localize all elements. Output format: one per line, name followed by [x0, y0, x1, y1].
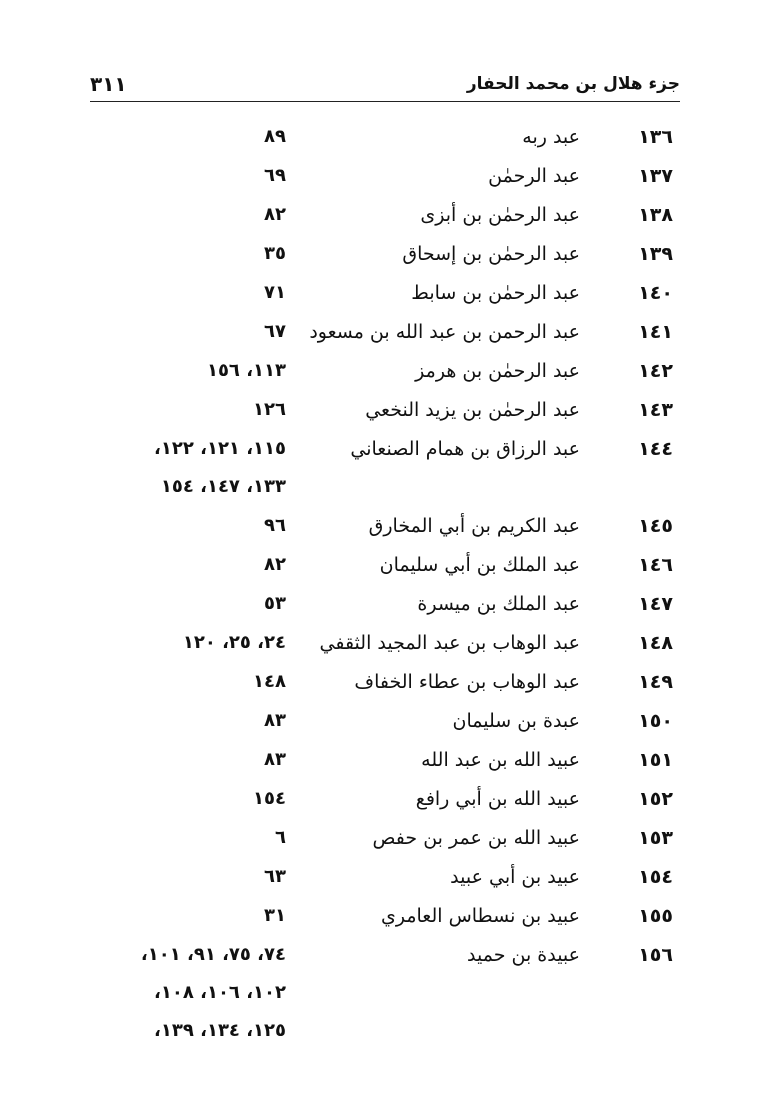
- entry-number: ١٥٠: [638, 710, 673, 732]
- index-entry: [0, 624, 765, 663]
- entry-name: عبد ربه: [522, 126, 580, 148]
- index-entry: [0, 585, 765, 624]
- entry-number: ١٤٦: [638, 554, 673, 576]
- reference-line: ٦٧: [264, 321, 286, 342]
- entry-number: ١٥١: [638, 749, 673, 771]
- entry-references: [100, 702, 286, 740]
- index-list: [0, 118, 765, 1051]
- entry-number: ١٣٧: [638, 165, 673, 187]
- index-entry: [0, 391, 765, 430]
- entry-name: عبيد الله بن عبد الله: [421, 749, 580, 771]
- entry-references: [100, 858, 286, 896]
- reference-line: ٨٩: [264, 126, 286, 147]
- running-header: [90, 70, 680, 100]
- entry-name: عبيد الله بن عمر بن حفص: [372, 827, 580, 849]
- entry-number: ١٤١: [638, 321, 673, 343]
- reference-line: ١٥٤: [253, 788, 286, 809]
- index-entry: [0, 936, 765, 1051]
- entry-references: [100, 624, 286, 662]
- entry-name: عبد الملك بن ميسرة: [417, 593, 580, 615]
- index-entry: [0, 235, 765, 274]
- entry-references: [100, 819, 286, 857]
- entry-references: [100, 430, 286, 506]
- entry-name: عبد الرحمٰن: [488, 165, 580, 187]
- reference-line: ٨٢: [264, 554, 286, 575]
- entry-name: عبد الرحمٰن بن يزيد النخعي: [365, 399, 580, 421]
- entry-number: ١٤٩: [638, 671, 673, 693]
- entry-name: عبد الوهاب بن عبد المجيد الثقفي: [319, 632, 580, 654]
- entry-name: عبيد بن أبي عبيد: [450, 866, 580, 888]
- reference-line: ٦: [275, 827, 286, 848]
- entry-number: ١٥٤: [638, 866, 673, 888]
- entry-references: [100, 780, 286, 818]
- entry-name: عبد الرحمٰن بن هرمز: [415, 360, 580, 382]
- entry-references: [100, 235, 286, 273]
- index-entry: [0, 118, 765, 157]
- entry-references: [100, 897, 286, 935]
- entry-number: ١٤٧: [638, 593, 673, 615]
- index-entry: [0, 196, 765, 235]
- entry-number: ١٣٦: [638, 126, 673, 148]
- reference-line: ٣١: [264, 905, 286, 926]
- reference-line: ٥٣: [264, 593, 286, 614]
- entry-references: [100, 936, 286, 1050]
- entry-number: ١٥٥: [638, 905, 673, 927]
- entry-number: ١٥٢: [638, 788, 673, 810]
- entry-name: عبد الرحمٰن بن أبزى: [420, 204, 580, 226]
- entry-number: ١٤٨: [638, 632, 673, 654]
- entry-number: ١٥٦: [638, 944, 673, 966]
- entry-references: [100, 391, 286, 429]
- reference-line: ٣٥: [264, 243, 286, 264]
- entry-references: [100, 118, 286, 156]
- entry-references: [100, 546, 286, 584]
- reference-line: ١٣٣، ١٤٧، ١٥٤: [160, 476, 286, 497]
- index-entry: [0, 702, 765, 741]
- entry-name: عبد الكريم بن أبي المخارق: [368, 515, 580, 537]
- index-entry: [0, 897, 765, 936]
- entry-references: [100, 352, 286, 390]
- entry-number: ١٤٥: [638, 515, 673, 537]
- entry-name: عبدة بن سليمان: [452, 710, 580, 732]
- index-entry: [0, 858, 765, 897]
- entry-number: ١٥٣: [638, 827, 673, 849]
- entry-name: عبيد بن نسطاس العامري: [380, 905, 580, 927]
- entry-number: ١٤٠: [638, 282, 673, 304]
- entry-name: عبد الرحمن بن عبد الله بن مسعود: [309, 321, 580, 343]
- entry-name: عبد الرحمٰن بن إسحاق: [402, 243, 580, 265]
- entry-name: عبيد الله بن أبي رافع: [415, 788, 580, 810]
- entry-number: ١٣٩: [638, 243, 673, 265]
- reference-line: ٧١: [264, 282, 286, 303]
- header-divider: [90, 101, 680, 102]
- entry-references: [100, 663, 286, 701]
- entry-number: ١٤٤: [638, 438, 673, 460]
- index-entry: [0, 274, 765, 313]
- index-entry: [0, 663, 765, 702]
- reference-line: ١٤٨: [253, 671, 286, 692]
- index-entry: [0, 741, 765, 780]
- index-entry: [0, 313, 765, 352]
- entry-references: [100, 313, 286, 351]
- reference-line: ٨٢: [264, 204, 286, 225]
- reference-line: ١٢٦: [253, 399, 286, 420]
- entry-name: عبد الرزاق بن همام الصنعاني: [350, 438, 580, 460]
- reference-line: ١٠٢، ١٠٦، ١٠٨،: [154, 982, 286, 1003]
- index-entry: [0, 507, 765, 546]
- reference-line: ٩٦: [264, 515, 286, 536]
- reference-line: ٢٤، ٢٥، ١٢٠: [182, 632, 286, 653]
- entry-name: عبد الملك بن أبي سليمان: [379, 554, 580, 576]
- entry-references: [100, 274, 286, 312]
- index-entry: [0, 157, 765, 196]
- entry-number: ١٤٢: [638, 360, 673, 382]
- page-number: ٣١١: [90, 72, 127, 96]
- entry-name: عبد الوهاب بن عطاء الخفاف: [354, 671, 580, 693]
- entry-number: ١٤٣: [638, 399, 673, 421]
- entry-name: عبد الرحمٰن بن سابط: [411, 282, 580, 304]
- reference-line: ٨٣: [264, 710, 286, 731]
- reference-line: ١٢٥، ١٣٤، ١٣٩،: [154, 1020, 286, 1041]
- entry-references: [100, 585, 286, 623]
- entry-references: [100, 507, 286, 545]
- reference-line: ٨٣: [264, 749, 286, 770]
- reference-line: ٦٣: [264, 866, 286, 887]
- index-entry: [0, 352, 765, 391]
- book-title: جزء هلال بن محمد الحفار: [466, 74, 680, 94]
- index-entry: [0, 546, 765, 585]
- entry-references: [100, 196, 286, 234]
- reference-line: ١١٣، ١٥٦: [206, 360, 286, 381]
- reference-line: ٧٤، ٧٥، ٩١، ١٠١،: [140, 944, 286, 965]
- reference-line: ٦٩: [264, 165, 286, 186]
- entry-name: عبيدة بن حميد: [467, 944, 580, 966]
- index-entry: [0, 430, 765, 507]
- reference-line: ١١٥، ١٢١، ١٢٢،: [154, 438, 286, 459]
- index-entry: [0, 819, 765, 858]
- entry-references: [100, 157, 286, 195]
- index-entry: [0, 780, 765, 819]
- entry-references: [100, 741, 286, 779]
- entry-number: ١٣٨: [638, 204, 673, 226]
